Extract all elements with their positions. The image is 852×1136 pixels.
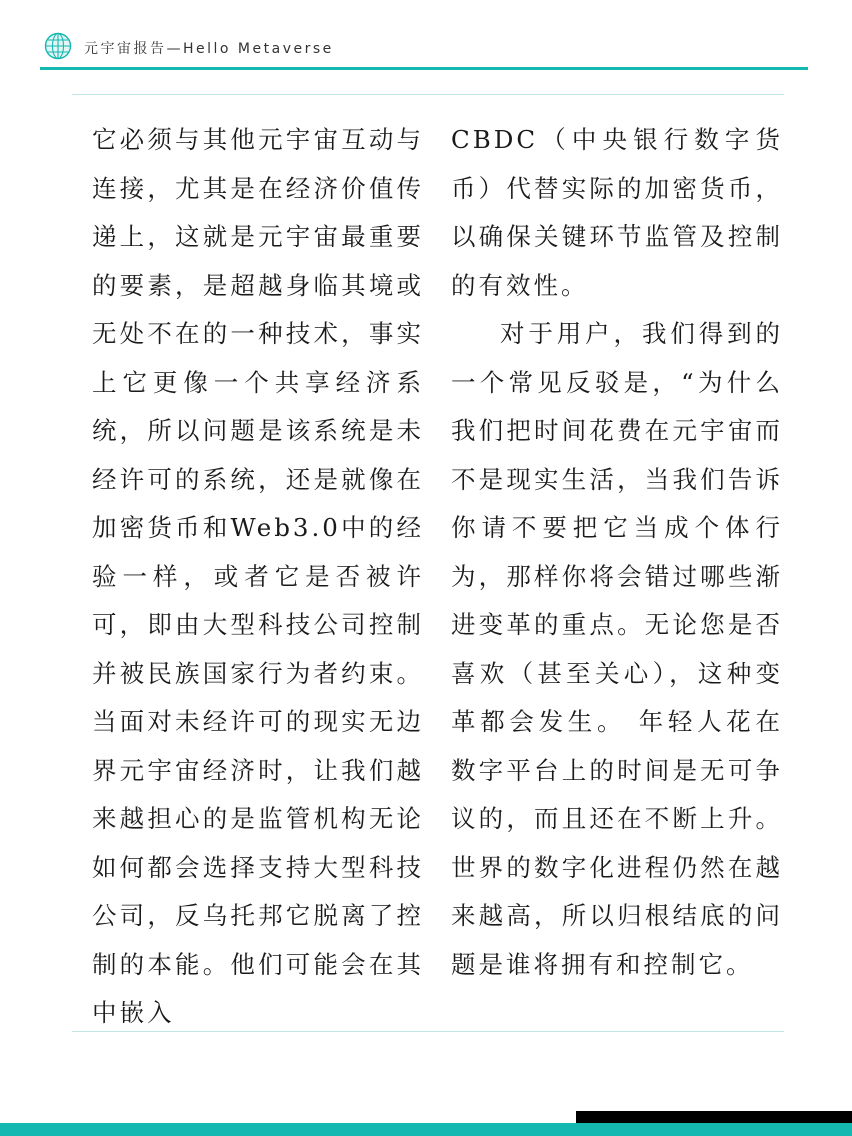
content-top-divider bbox=[72, 94, 784, 95]
page-header bbox=[40, 30, 810, 72]
right-column bbox=[451, 116, 783, 989]
header-divider bbox=[40, 67, 808, 70]
content-bottom-divider bbox=[72, 1031, 784, 1032]
footer-teal-bar bbox=[0, 1123, 852, 1136]
right-paragraph-1: CBDC（中央银行数字货币）代替实际的加密货币，以确保关键环节监管及控制的有效性。 bbox=[451, 125, 783, 300]
left-column bbox=[92, 116, 424, 1038]
header-title: 元宇宙报告—Hello Metaverse bbox=[84, 41, 334, 57]
globe-icon bbox=[44, 32, 72, 60]
left-paragraph: 它必须与其他元宇宙互动与连接，尤其是在经济价值传递上，这就是元宇宙最重要的要素，是超越身临其境或无处不在的一种技术，事实上它更像一个共享经济系统，所以问题是该系统是未经许可的系统，还是就像在 加密货币和Web3.0中的经验一样，或者它是否被许可，即由大型科技公司控制并被民族国家行为者约束。当面对未经许可的现实无边界元宇宙经济时，让我们越来越担心的是监管机构无论如何都会选择支持大型科技公司，反乌托邦它脱离了控制的本能。他们可能会在其中嵌入 bbox=[92, 125, 424, 1027]
right-paragraph-2: 对于用户，我们得到的一个常见反驳是，“为什么我们把时间花费在元宇宙而不是现实生活，当我们告诉你请不要把它当成个体行为，那样你将会错过哪些渐进变革的重点。无论您是否喜欢（甚至关心），这种变革都会发生。 年轻人花在数字平台上的时间是无可争议的，而且还在不断上升。世界的数字化进程仍然在越来越高，所以归根结底的问题是谁将拥有和控制它。 bbox=[451, 319, 783, 979]
footer-black-bar bbox=[576, 1111, 852, 1123]
